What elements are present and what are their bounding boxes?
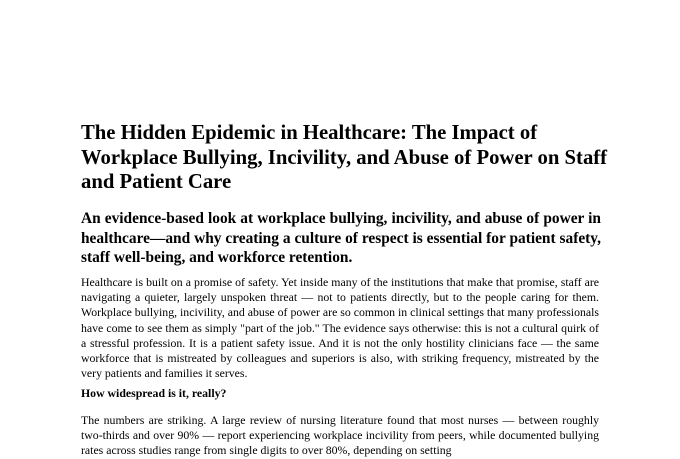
section-paragraph: The numbers are striking. A large review of nursing literature found that most nurses — between roughly two-thirds and over 90% — report experiencing workplace incivility from peers, while documented bullying rates across studies range from single digits to over 80%, depending on setting (81, 413, 599, 458)
intro-paragraph: Healthcare is built on a promise of safety. Yet inside many of the institutions that make that promise, staff are navigating a quieter, largely unspoken threat — not to patients directly, but to the people caring for them. Workplace bullying, incivility, and abuse of power are so common in clinical settings that many professionals have come to see them as simply "part of the job." The evidence says otherwise: this is not a cultural quirk of a stressful profession. It is a patient safety issue. And it is not the only hostility clinicians face — the same workforce that is mistreated by colleagues and superiors is also, with striking frequency, mistreated by the very patients and families it serves. (81, 275, 599, 381)
section-heading: How widespread is it, really? (81, 386, 227, 400)
article-subtitle: An evidence-based look at workplace bullying, incivility, and abuse of power in healthcare—and why creating a culture of respect is essential for patient safety, staff well-being, and workforce retention. (81, 210, 601, 266)
article-title: The Hidden Epidemic in Healthcare: The Impact of Workplace Bullying, Incivility, and Abuse of Power on Staff and Patient Care (81, 122, 608, 193)
